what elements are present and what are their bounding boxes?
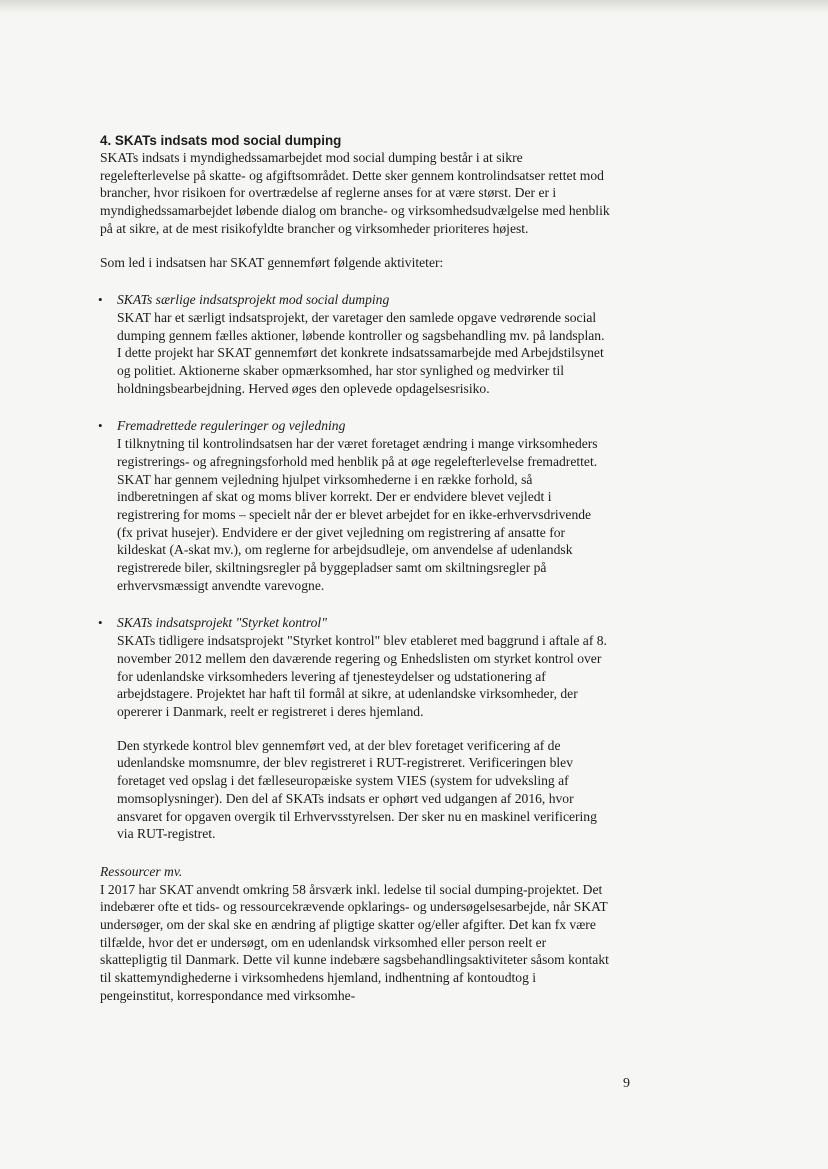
bullet-icon: • bbox=[98, 418, 103, 434]
item-title: SKATs indsatsprojekt "Styrket kontrol" bbox=[117, 615, 327, 631]
section-heading: 4. SKATs indsats mod social dumping bbox=[100, 133, 342, 148]
page-number: 9 bbox=[623, 1076, 630, 1091]
item-body: I tilknytning til kontrolindsatsen har der været foretaget ændring i mange virksomheders registrerings- og afregningsforhold med henblik på at øge regelefterlevelse fremadrettet. SKAT har gennem vejledning hjulpet virksomhederne i en række forhold, så indberetningen af skat og moms bliver korrekt. Der er endvidere blevet vejledt i registrering for moms – specielt når der er blevet arbejdet for en ikke-erhvervsdrivende (fx privat husejer). Endvidere er der givet vejledning om registrering af ansatte for kildeskat (A-skat mv.), om reglerne for arbejdsudleje, om anvendelse af udenlandsk registrerede biler, skiltningsregler på byggepladser samt om skiltningsregler på erhvervsmæssigt anvendte varevogne. bbox=[117, 436, 598, 593]
item-title: SKATs særlige indsatsprojekt mod social dumping bbox=[117, 292, 390, 308]
list-item bbox=[100, 291, 610, 397]
item-title: Fremadrettede reguleringer og vejledning bbox=[117, 418, 346, 434]
list-item bbox=[100, 417, 610, 594]
document-page bbox=[100, 132, 610, 1005]
item-body: SKAT har et særligt indsatsprojekt, der varetager den samlede opgave vedrørende social dumping gennem fælles aktioner, løbende kontroller og sagsbehandling mv. på landsplan. I dette projekt har SKAT gennemført det konkrete indsatssamarbejde med Arbejdstilsynet og politiet. Aktionerne skaber opmærksomhed, har stor synlighed og medvirker til holdningsbearbejdning. Herved øges den oplevede opdagelsesrisiko. bbox=[117, 309, 605, 396]
bullet-icon: • bbox=[98, 615, 103, 631]
item-body: SKATs tidligere indsatsprojekt "Styrket kontrol" blev etableret med baggrund i aftale af 8. november 2012 mellem den daværende regering og Enhedslisten om styrket kontrol over for udenlandske virksomheders levering af tjenesteydelser og udstationering af arbejdstagere. Projektet har haft til formål at sikre, at udenlandske virksomheder, der opererer i Danmark, reelt er registreret i deres hjemland. bbox=[117, 633, 607, 719]
activity-list bbox=[100, 291, 610, 843]
lead-in-paragraph: Som led i indsatsen har SKAT gennemført følgende aktiviteter: bbox=[100, 254, 444, 270]
bullet-icon: • bbox=[98, 292, 103, 308]
list-item bbox=[100, 614, 610, 842]
intro-paragraph: SKATs indsats i myndighedssamarbejdet mod social dumping består i at sikre regelefterlevelse på skatte- og afgiftsområdet. Dette sker gennem kontrolindsatser rettet mod brancher, hvor risikoen for overtrædelse af reglerne anses for at være størst. Der er i myndighedssamarbejdet løbende dialog om branche- og virksomhedsudvælgelse med henblik på at sikre, at de mest risikofyldte brancher og virksomheder prioriteres højest. bbox=[100, 150, 610, 236]
resources-paragraph: I 2017 har SKAT anvendt omkring 58 årsværk inkl. ledelse til social dumping-projektet. Det indebærer ofte et tids- og ressourcekrævende opklarings- og undersøgelsesarbejde, når SKAT undersøger, om der skal ske en ændring af pligtige skatter og/eller afgifter. Det kan fx være tilfælde, hvor det er undersøgt, om en udenlandsk virksomhed eller person reelt er skattepligtig til Danmark. Dette vil kunne indebære sagsbehandlingsaktiviteter såsom kontakt til skattemyndighederne i virksomhedens hjemland, indhentning af kontoudtog i pengeinstitut, korrespondance med virksomhe- bbox=[100, 881, 609, 1003]
scan-top-edge bbox=[0, 0, 828, 14]
resources-heading: Ressourcer mv. bbox=[100, 863, 183, 879]
item-body-continued: Den styrkede kontrol blev gennemført ved, at der blev foretaget verificering af de udenlandske momsnumre, der blev registreret i RUT-registreret. Verificeringen blev foretaget ved opslag i det fælleseuropæiske system VIES (system for udveksling af momsoplysninger). Den del af SKATs indsats er ophørt ved udgangen af 2016, hvor ansvaret for opgaven overgik til Erhvervsstyrelsen. Der sker nu en maskinel verificering via RUT-registret. bbox=[117, 737, 597, 842]
